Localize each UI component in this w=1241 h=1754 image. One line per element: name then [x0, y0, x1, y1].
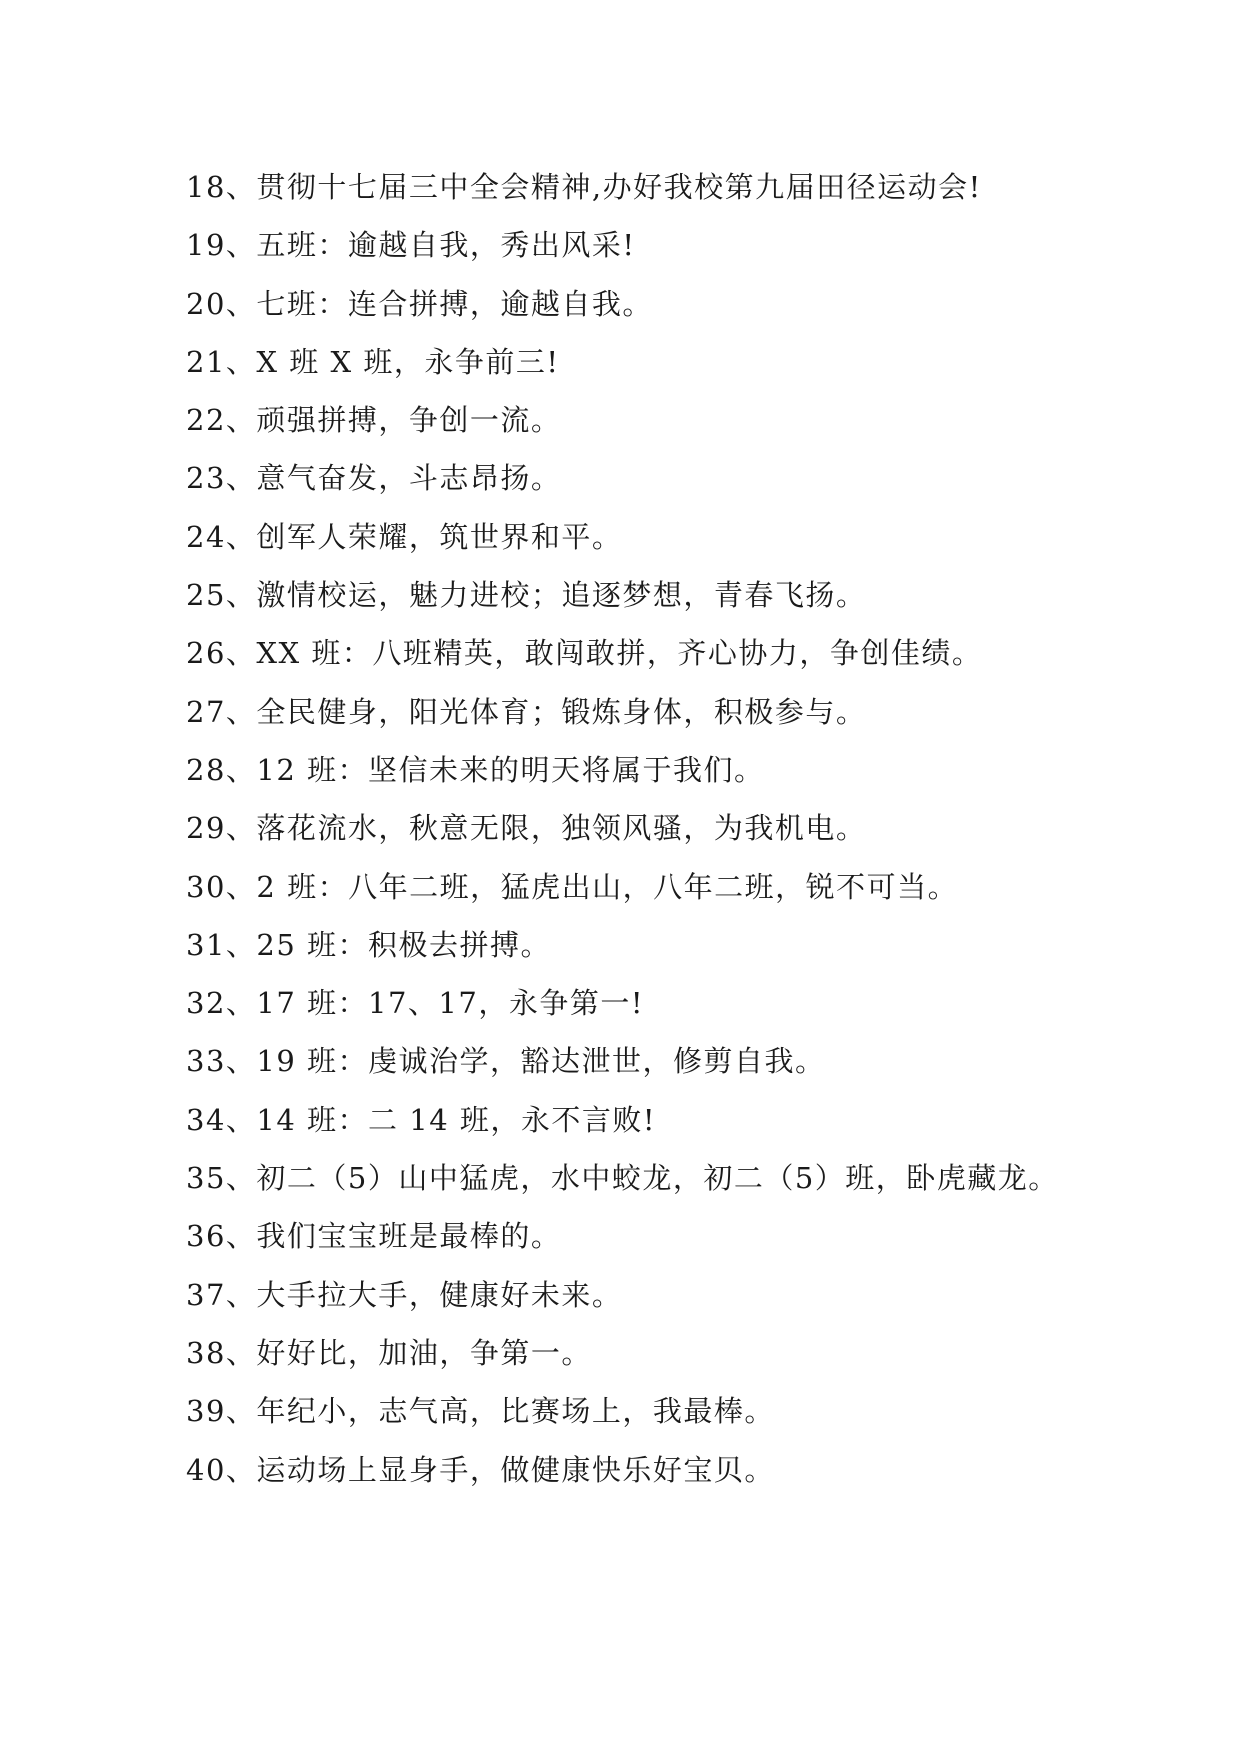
slogan-list	[186, 158, 1066, 1499]
slogan-line: 37、大手拉大手，健康好未来。	[186, 1277, 623, 1312]
slogan-line: 22、顽强拼搏，争创一流。	[186, 403, 562, 438]
slogan-line: 27、全民健身，阳光体育；锻炼身体，积极参与。	[186, 694, 867, 729]
slogan-line: 33、19 班：虔诚治学，豁达泄世，修剪自我。	[186, 1044, 826, 1079]
slogan-line: 36、我们宝宝班是最棒的。	[186, 1219, 562, 1254]
slogan-line: 34、14 班：二 14 班，永不言败!	[186, 1102, 657, 1137]
slogan-line: 35、初二（5）山中猛虎，水中蛟龙，初二（5）班，卧虎藏龙。	[186, 1161, 1059, 1196]
slogan-line: 28、12 班：坚信未来的明天将属于我们。	[186, 752, 765, 787]
slogan-line: 23、意气奋发，斗志昂扬。	[186, 461, 562, 496]
slogan-line: 31、25 班：积极去拼搏。	[186, 927, 552, 962]
slogan-line: 39、年纪小，志气高，比赛场上，我最棒。	[186, 1394, 775, 1429]
slogan-line: 38、好好比，加油，争第一。	[186, 1335, 592, 1370]
slogan-line: 20、七班：连合拼搏，逾越自我。	[186, 286, 653, 321]
slogan-line: 21、X 班 X 班，永争前三!	[186, 344, 560, 379]
slogan-line: 26、XX 班：八班精英，敢闯敢拼，齐心协力，争创佳绩。	[186, 636, 983, 671]
slogan-line: 18、贯彻十七届三中全会精神,办好我校第九届田径运动会!	[186, 170, 982, 204]
slogan-line: 32、17 班：17、17，永争第一!	[186, 986, 644, 1021]
slogan-line: 29、落花流水，秋意无限，独领风骚，为我机电。	[186, 811, 867, 846]
slogan-line: 40、运动场上显身手，做健康快乐好宝贝。	[186, 1452, 775, 1487]
slogan-line: 24、创军人荣耀，筑世界和平。	[186, 519, 623, 554]
slogan-line: 19、五班：逾越自我，秀出风采!	[186, 228, 636, 263]
slogan-line: 30、2 班：八年二班，猛虎出山，八年二班，锐不可当。	[186, 869, 959, 904]
slogan-line: 25、激情校运，魅力进校；追逐梦想，青春飞扬。	[186, 578, 867, 613]
